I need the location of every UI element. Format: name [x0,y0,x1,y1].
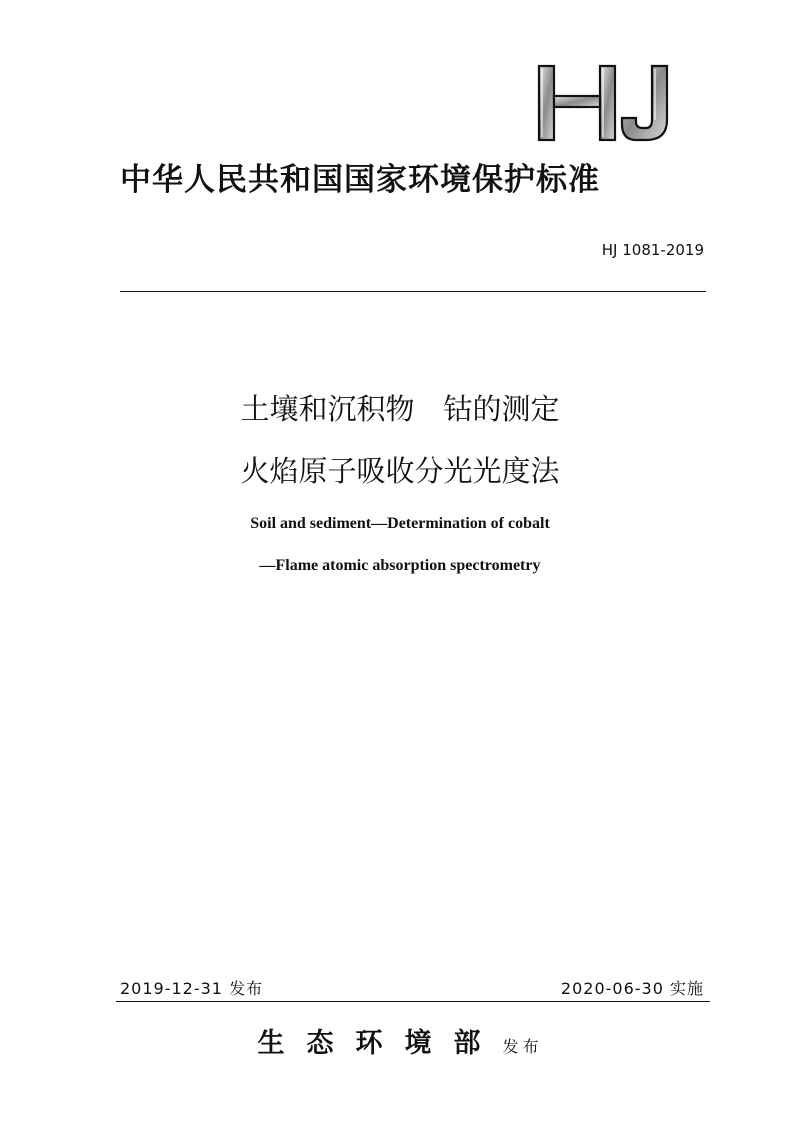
issuer-block [0,1026,800,1065]
english-title-line-1: Soil and sediment—Determination of cobalt [250,515,550,532]
hj-logo [536,62,686,144]
issuer-name: 生态环境部 [257,1028,503,1059]
implementation-date: 2020-06-30 实施 [560,979,704,998]
issuer-suffix: 发布 [502,1037,543,1056]
issue-date: 2019-12-31 发布 [120,979,264,998]
chinese-title-line-2: 火焰原子吸收分光光度法 [240,454,560,488]
header-divider [120,291,706,292]
standard-code: HJ 1081-2019 [601,241,704,259]
english-title-line-2: —Flame atomic absorption spectrometry [259,557,541,574]
organization-title: 中华人民共和国国家环境保护标准 [120,162,600,198]
footer-divider [116,1001,710,1002]
chinese-title-line-1: 土壤和沉积物 钴的测定 [240,392,560,426]
